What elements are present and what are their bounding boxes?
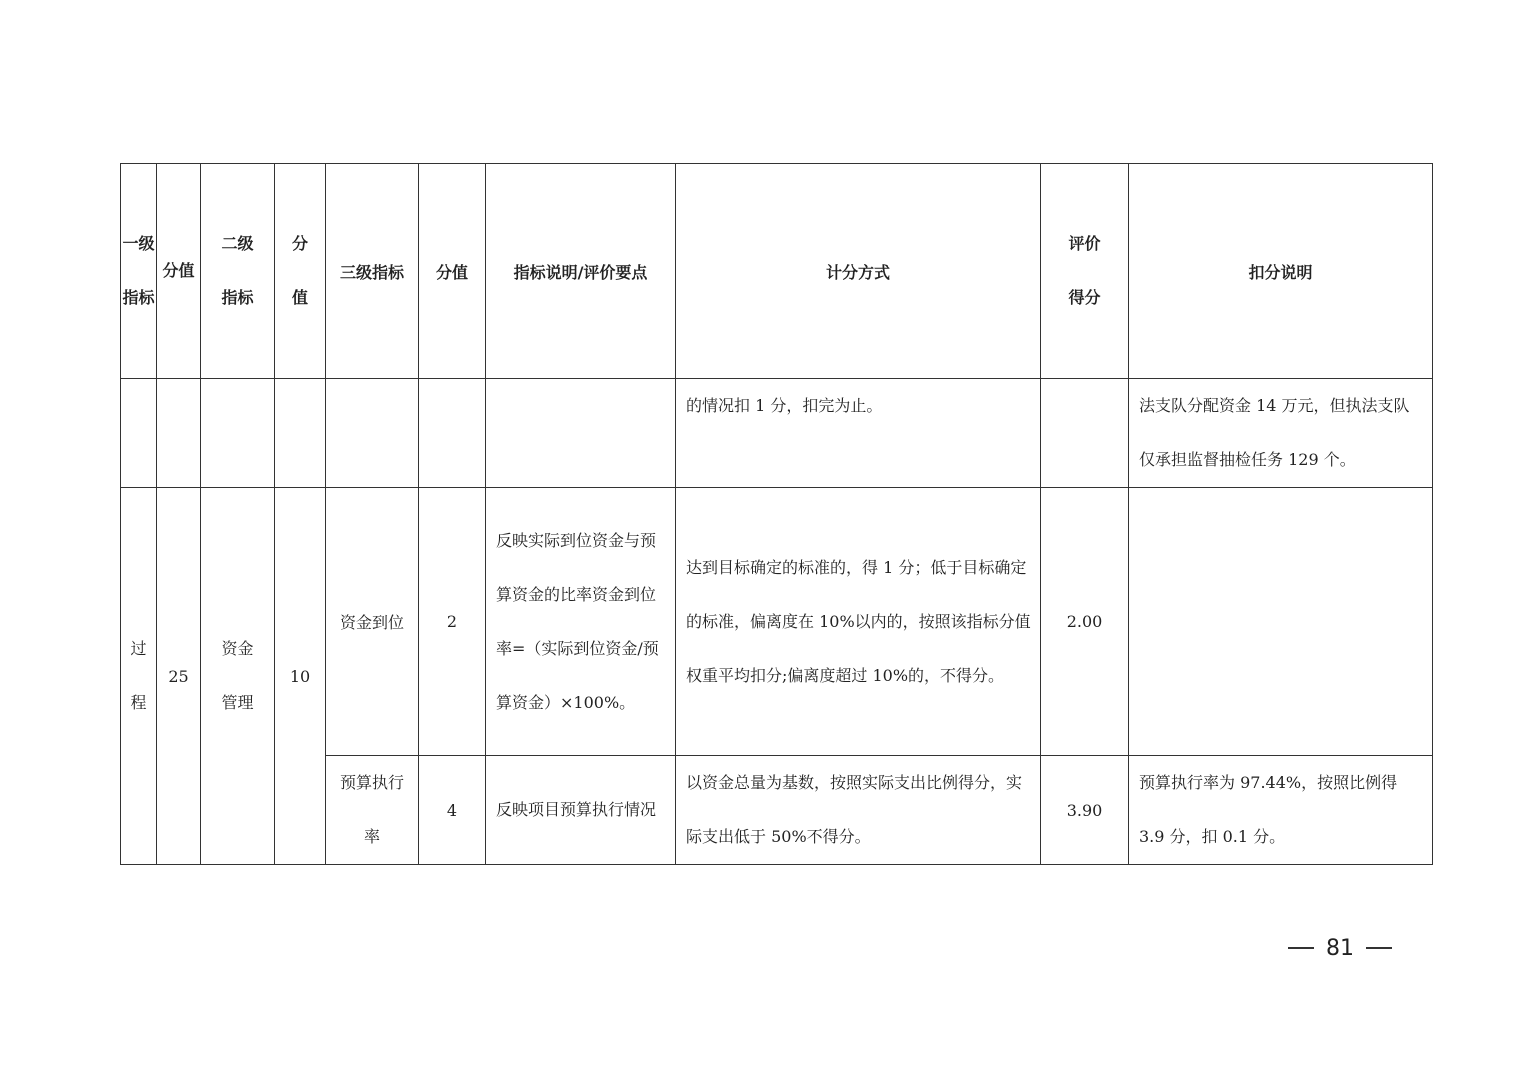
header-eval-score: 评价得分 — [1041, 164, 1129, 379]
row-scoring-method: 达到目标确定的标准的，得 1 分；低于目标确定的标准，偏离度在 10%以内的，按照该指标分值权重平均扣分;偏离度超过 10%的，不得分。 — [676, 488, 1041, 756]
table-row — [121, 488, 1433, 756]
page-number — [1288, 930, 1392, 966]
group-score2: 10 — [275, 488, 326, 865]
header-score1: 分值 — [157, 164, 201, 379]
continuation-row — [121, 379, 1433, 488]
row-description: 反映实际到位资金与预算资金的比率资金到位率=（实际到位资金/预算资金）×100%。 — [486, 488, 676, 756]
continuation-deduction: 法支队分配资金 14 万元，但执法支队仅承担监督抽检任务 129 个。 — [1129, 379, 1433, 488]
header-level1: 一级指标 — [121, 164, 157, 379]
row-score: 2 — [419, 488, 486, 756]
row-score: 4 — [419, 756, 486, 865]
dash-left — [1288, 947, 1314, 949]
row-level3: 预算执行率 — [326, 756, 419, 865]
evaluation-table — [120, 163, 1433, 865]
header-row — [121, 164, 1433, 379]
row-eval-score: 2.00 — [1041, 488, 1129, 756]
continuation-scoring-method: 的情况扣 1 分，扣完为止。 — [676, 379, 1041, 488]
header-score2: 分值 — [275, 164, 326, 379]
row-scoring-method: 以资金总量为基数，按照实际支出比例得分，实际支出低于 50%不得分。 — [676, 756, 1041, 865]
header-level2: 二级指标 — [201, 164, 275, 379]
header-score3: 分值 — [419, 164, 486, 379]
group-level2: 资金管理 — [201, 488, 275, 865]
row-deduction — [1129, 488, 1433, 756]
header-description: 指标说明/评价要点 — [486, 164, 676, 379]
row-deduction: 预算执行率为 97.44%，按照比例得 3.9 分，扣 0.1 分。 — [1129, 756, 1433, 865]
group-score1: 25 — [157, 488, 201, 865]
header-level3: 三级指标 — [326, 164, 419, 379]
header-deduction: 扣分说明 — [1129, 164, 1433, 379]
header-scoring-method: 计分方式 — [676, 164, 1041, 379]
dash-right — [1366, 947, 1392, 949]
row-eval-score: 3.90 — [1041, 756, 1129, 865]
row-description: 反映项目预算执行情况 — [486, 756, 676, 865]
row-level3: 资金到位 — [326, 488, 419, 756]
page-number-text: 81 — [1326, 935, 1354, 961]
group-level1: 过程 — [121, 488, 157, 865]
